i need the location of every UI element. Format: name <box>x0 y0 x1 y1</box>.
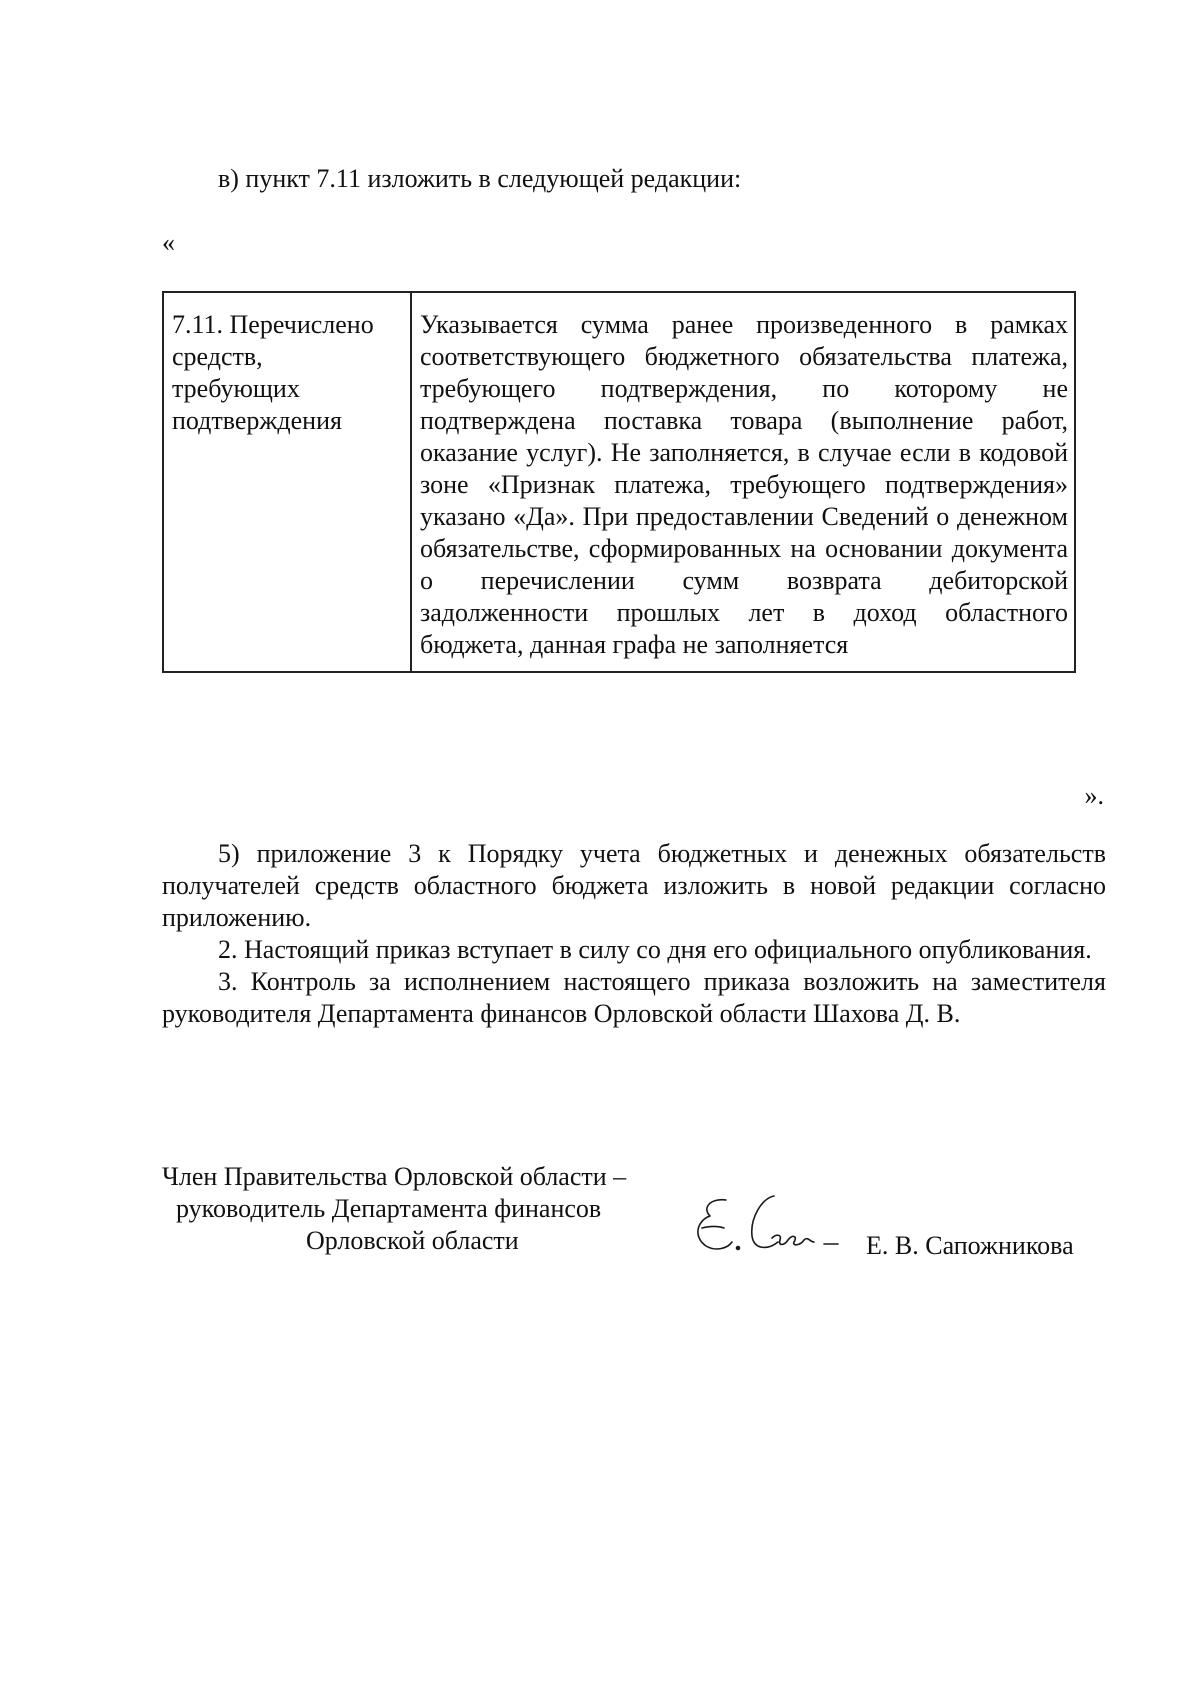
item-label-line: подтверждения <box>172 406 342 435</box>
item-label-line: средств, <box>172 342 263 371</box>
signer-name: Е. В. Сапожникова <box>866 1231 1074 1260</box>
signatory-title-line: Член Правительства Орловской области – <box>162 1162 627 1191</box>
handwritten-signature <box>688 1188 858 1276</box>
item-description-cell <box>411 292 1075 672</box>
paragraph-control: 3. Контроль за исполнением настоящего приказа возложить на заместителя руководителя Департамента финансов Орловской области Шахова Д. В. <box>162 967 1106 1028</box>
closing-quote: ». <box>1084 781 1104 810</box>
item-label-line: требующих <box>172 374 300 403</box>
signatory-title <box>162 1161 682 1257</box>
item-description: Указывается сумма ранее произведенного в рамках соответствующего бюджетного обязательства платежа, требующего подтверждения, по которому не подтверждена поставка товара (выполнение работ, оказание услуг). Не заполняется, в случае если в кодовой зоне «Признак платежа, требующего подтверждения» указано «Да». При предоставлении Сведений о денежном обязательстве, сформированных на основании документа о перечислении сумм возврата дебиторской задолженности прошлых лет в доход областного бюджета, данная графа не заполняется <box>420 310 1068 659</box>
signature-icon <box>688 1188 858 1268</box>
table-row <box>163 292 1075 672</box>
paragraph-appendix: 5) приложение 3 к Порядку учета бюджетных и денежных обязательств получателей средств областного бюджета изложить в новой редакции согласно приложению. <box>162 839 1106 932</box>
signatory-title-line: руководитель Департамента финансов <box>176 1194 602 1223</box>
body-paragraphs <box>162 838 1106 1030</box>
amendment-table <box>162 291 1076 673</box>
item-label-cell <box>163 292 411 672</box>
signatory-title-line: Орловской области <box>306 1226 519 1255</box>
intro-text: в) пункт 7.11 изложить в следующей редакции: <box>218 164 742 193</box>
item-label-line: 7.11. Перечислено <box>172 310 374 339</box>
paragraph-effective: 2. Настоящий приказ вступает в силу со дня его официального опубликования. <box>218 935 1092 964</box>
opening-quote: « <box>162 228 175 257</box>
